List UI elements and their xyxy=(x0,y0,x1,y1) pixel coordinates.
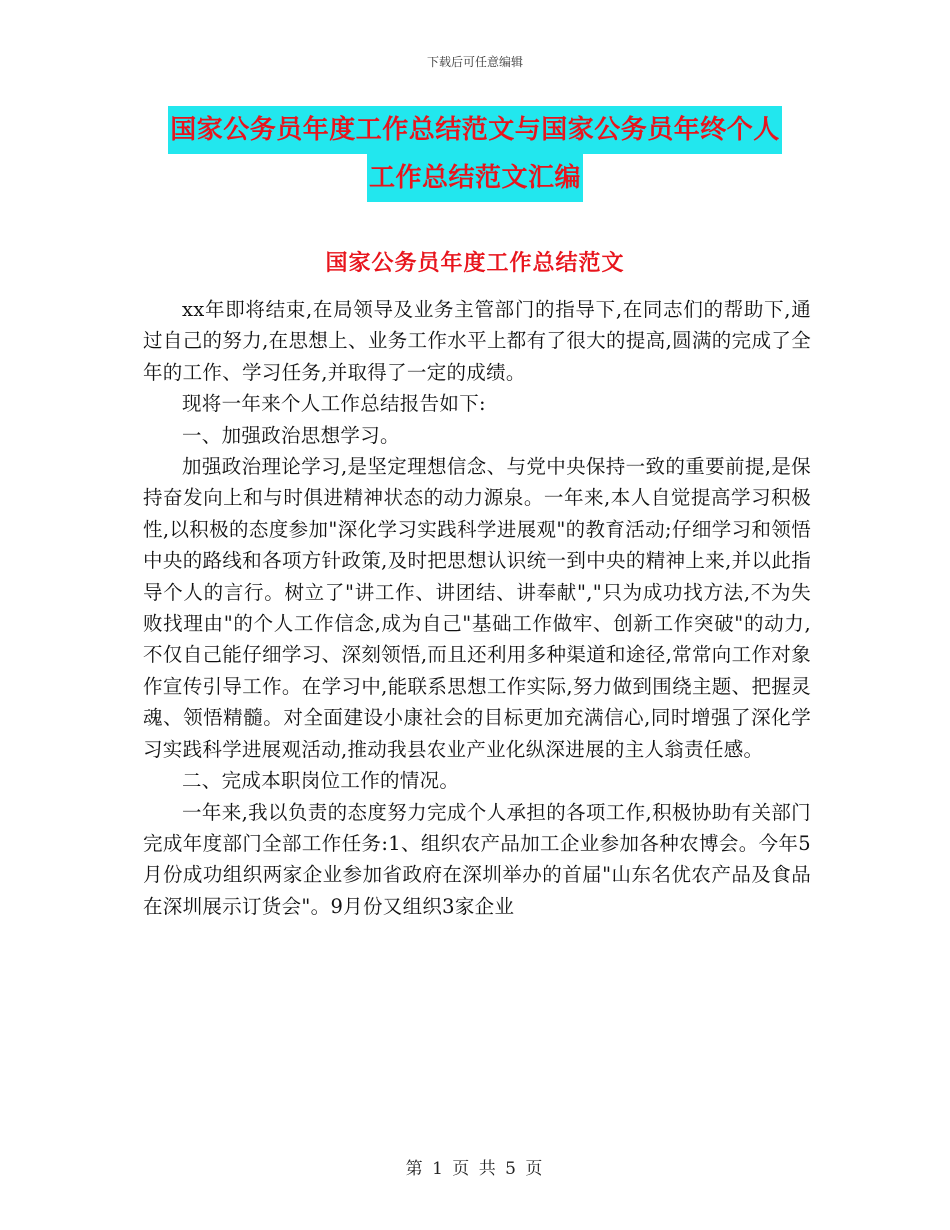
main-title-line-1: 国家公务员年度工作总结范文与国家公务员年终个人 xyxy=(168,106,782,154)
paragraph: xx年即将结束,在局领导及业务主管部门的指导下,在同志们的帮助下,通过自己的努力,在思想上、业务工作水平上都有了很大的提高,圆满的完成了全年的工作、学习任务,并取得了一定的成绩。 xyxy=(143,298,811,384)
header-note: 下载后可任意编辑 xyxy=(426,55,523,69)
paragraph: 加强政治理论学习,是坚定理想信念、与党中央保持一致的重要前提,是保持奋发向上和与时俱进精神状态的动力源泉。一年来,本人自觉提高学习积极性,以积极的态度参加"深化学习实践科学进展观"的教育活动;仔细学习和领悟中央的路线和各项方针政策,及时把思想认识统一到中央的精神上来,并以此指导个人的言行。树立了"讲工作、讲团结、讲奉献","只为成功找方法,不为失败找理由"的个人工作信念,成为自己"基础工作做牢、创新工作突破"的动力,不仅自己能仔细学习、深刻领悟,而且还利用多种渠道和途径,常常向工作对象作宣传引导工作。在学习中,能联系思想工作实际,努力做到围绕主题、把握灵魂、领悟精髓。对全面建设小康社会的目标更加充满信心,同时增强了深化学习实践科学进展观活动,推动我县农业产业化纵深进展的主人翁责任感。 xyxy=(143,455,811,761)
paragraph: 现将一年来个人工作总结报告如下: xyxy=(182,392,486,416)
page-number-footer: 第 1 页 共 5 页 xyxy=(405,1159,545,1179)
section-title: 国家公务员年度工作总结范文 xyxy=(325,251,625,276)
main-title-line-2: 工作总结范文汇编 xyxy=(367,154,583,202)
paragraph: 一年来,我以负责的态度努力完成个人承担的各项工作,积极协助有关部门完成年度部门全部工作任务:1、组织农产品加工企业参加各种农博会。今年5月份成功组织两家企业参加省政府在深圳举办的首届"山东名优农产品及食品在深圳展示订货会"。9月份又组织3家企业 xyxy=(143,800,811,918)
paragraph-heading: 二、完成本职岗位工作的情况。 xyxy=(182,769,460,793)
paragraph-heading: 一、加强政治思想学习。 xyxy=(182,423,400,447)
main-title xyxy=(0,106,950,202)
body-text xyxy=(143,294,811,922)
